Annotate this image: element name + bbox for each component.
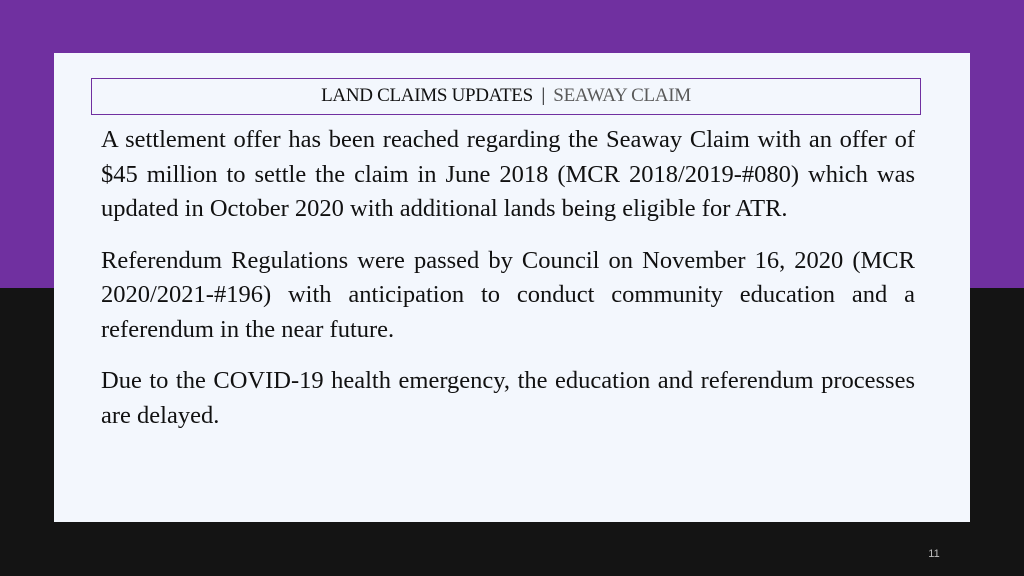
slide-title: LAND CLAIMS UPDATES	[321, 85, 533, 106]
slide-body	[101, 123, 915, 450]
slide-number: 11	[928, 548, 940, 560]
slide-subtitle: SEAWAY CLAIM	[553, 85, 691, 106]
slide-content-card	[54, 53, 970, 522]
paragraph-referendum-regulations: Referendum Regulations were passed by Council on November 16, 2020 (MCR 2020/2021-#196) with anticipation to conduct community education and a referendum in the near future.	[101, 246, 915, 343]
paragraph-covid-delay: Due to the COVID-19 health emergency, the education and referendum processes are delayed.	[101, 367, 915, 429]
paragraph-settlement-offer: A settlement offer has been reached regarding the Seaway Claim with an offer of $45 million to settle the claim in June 2018 (MCR 2018/2019-#080) which was updated in October 2020 with additional lands being eligible for ATR.	[101, 126, 915, 222]
title-separator: |	[541, 85, 545, 106]
slide-title-box	[91, 78, 921, 115]
